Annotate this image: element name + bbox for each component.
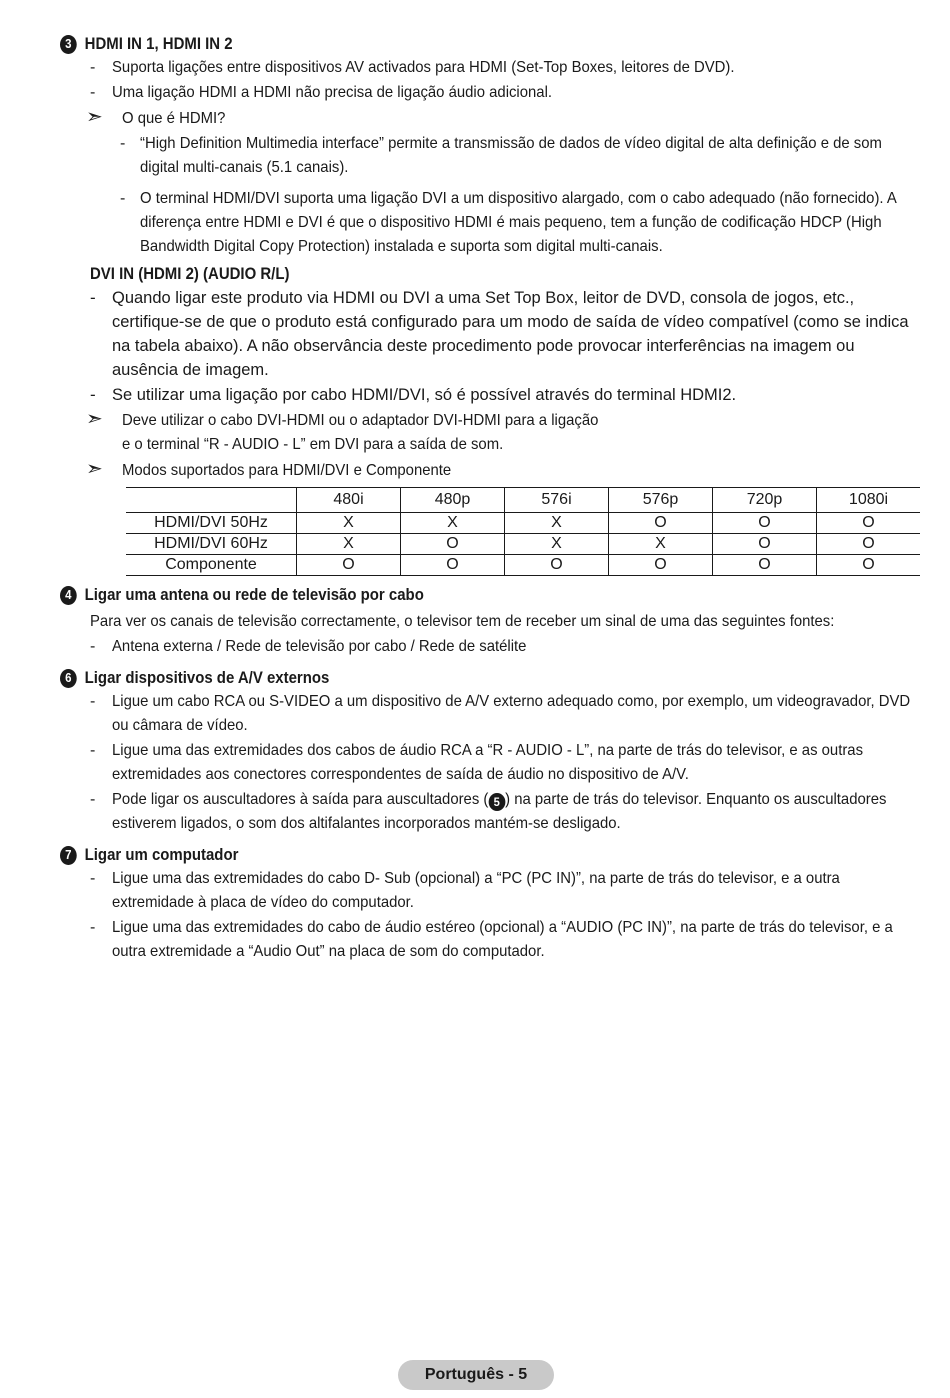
- list-item: - Ligue uma das extremidades dos cabos de áudio RCA a “R - AUDIO - L”, na parte de trás do televisor, e as outras extremidades aos conectores correspondentes de saída de áudio no dispositivo de A/V.: [90, 742, 864, 783]
- list-item: - O terminal HDMI/DVI suporta uma ligação DVI a um dispositivo alargado, com o cabo adequado (não fornecido). A diferença entre HDMI e DVI é que o dispositivo HDMI é mais pequeno, tem a função de codificação HDCP (High Bandwidth Digital Copy Protection) instalada e suporta som digital multi-canais.: [120, 190, 896, 255]
- column-header: 1080i: [817, 488, 921, 513]
- table-cell: X: [297, 534, 401, 555]
- section-title: HDMI IN 1, HDMI IN 2: [84, 34, 233, 53]
- table-cell: X: [297, 513, 401, 534]
- table-cell: O: [401, 555, 505, 576]
- table-row: [126, 555, 920, 576]
- table-cell: O: [817, 513, 921, 534]
- table-cell: X: [609, 534, 713, 555]
- section-hdmi-heading: [60, 33, 817, 55]
- note-arrow-icon: ➣: [86, 458, 103, 480]
- note-item: ➣ Deve utilizar o cabo DVI-HDMI ou o adaptador DVI-HDMI para a ligação e o terminal “R - AUDIO - L” em DVI para a saída de som.: [86, 408, 599, 453]
- table-cell: X: [505, 513, 609, 534]
- list-item: - Quando ligar este produto via HDMI ou DVI a uma Set Top Box, leitor de DVD, consola de jogos, etc., certifique-se de que o produto está configurado para um modo de saída de vídeo compatível (como se indica na tabela abaixo). A não observância deste procedimento pode provocar interferências na imagem ou ausência de imagem.: [90, 288, 909, 379]
- table-cell: O: [297, 555, 401, 576]
- list-item: - Se utilizar uma ligação por cabo HDMI/DVI, só é possível através do terminal HDMI2.: [90, 385, 737, 404]
- table-cell: X: [401, 513, 505, 534]
- section-pc-heading: [60, 844, 817, 866]
- column-header: 576p: [609, 488, 713, 513]
- list-item: - Ligue uma das extremidades do cabo D- Sub (opcional) a “PC (PC IN)”, na parte de trás do televisor, e a outra extremidade à placa de vídeo do computador.: [90, 870, 840, 911]
- list-item: - “High Definition Multimedia interface” permite a transmissão de dados de vídeo digital de alta definição e de som digital multi-canais (5.1 canais).: [120, 135, 882, 176]
- headphone-number-badge: 5: [488, 793, 505, 811]
- row-label: HDMI/DVI 60Hz: [126, 534, 297, 555]
- table-cell: O: [713, 513, 817, 534]
- list-item: - Ligue um cabo RCA ou S-VIDEO a um dispositivo de A/V externo adequado como, por exemplo, um videogravador, DVD ou câmara de vídeo.: [90, 693, 911, 734]
- section-title: Ligar um computador: [84, 845, 239, 864]
- section-number-badge: 7: [60, 846, 77, 865]
- note-arrow-icon: ➣: [86, 106, 103, 128]
- table-header-row: [126, 488, 920, 513]
- supported-modes-table: [126, 487, 920, 576]
- list-item: - Suporta ligações entre dispositivos AV activados para HDMI (Set-Top Boxes, leitores de DVD).: [90, 59, 735, 76]
- table-cell: X: [505, 534, 609, 555]
- note-item: ➣ O que é HDMI?: [86, 106, 226, 128]
- table-cell: O: [609, 513, 713, 534]
- paragraph: Para ver os canais de televisão correctamente, o televisor tem de receber um sinal de uma das seguintes fontes:: [90, 613, 835, 630]
- section-av-heading: [60, 667, 817, 689]
- section-dvi-heading: DVI IN (HDMI 2) (AUDIO R/L): [90, 264, 290, 283]
- section-number-badge: 6: [60, 669, 77, 688]
- table-cell: O: [401, 534, 505, 555]
- table-cell: O: [609, 555, 713, 576]
- column-header: 576i: [505, 488, 609, 513]
- list-item: - Antena externa / Rede de televisão por cabo / Rede de satélite: [90, 638, 527, 655]
- note-arrow-icon: ➣: [86, 408, 103, 430]
- page-content: [60, 33, 920, 964]
- list-item: - Pode ligar os auscultadores à saída para auscultadores ( 5 ) na parte de trás do televisor. Enquanto os auscultadores estiverem ligados, o som dos altifalantes incorporados mantém-se desligado.: [90, 791, 887, 832]
- table-row: [126, 513, 920, 534]
- column-header: 720p: [713, 488, 817, 513]
- note-item: ➣ Modos suportados para HDMI/DVI e Componente: [86, 458, 452, 480]
- list-item: - Uma ligação HDMI a HDMI não precisa de ligação áudio adicional.: [90, 84, 553, 101]
- section-title: Ligar dispositivos de A/V externos: [84, 668, 330, 687]
- row-label: HDMI/DVI 50Hz: [126, 513, 297, 534]
- table-cell: O: [817, 534, 921, 555]
- column-header: 480i: [297, 488, 401, 513]
- section-antenna-heading: [60, 584, 817, 606]
- column-header: 480p: [401, 488, 505, 513]
- row-label: Componente: [126, 555, 297, 576]
- section-number-badge: 4: [60, 586, 77, 605]
- section-title: Ligar uma antena ou rede de televisão por cabo: [84, 585, 424, 604]
- table-cell: O: [817, 555, 921, 576]
- page-number-label: Português - 5: [398, 1360, 554, 1390]
- list-item: - Ligue uma das extremidades do cabo de áudio estéreo (opcional) a “AUDIO (PC IN)”, na parte de trás do televisor, e a outra extremidade a “Audio Out” na placa de som do computador.: [90, 919, 893, 960]
- table-cell: O: [713, 534, 817, 555]
- table-row: [126, 534, 920, 555]
- section-number-badge: 3: [60, 35, 77, 54]
- table-cell: O: [505, 555, 609, 576]
- table-cell: O: [713, 555, 817, 576]
